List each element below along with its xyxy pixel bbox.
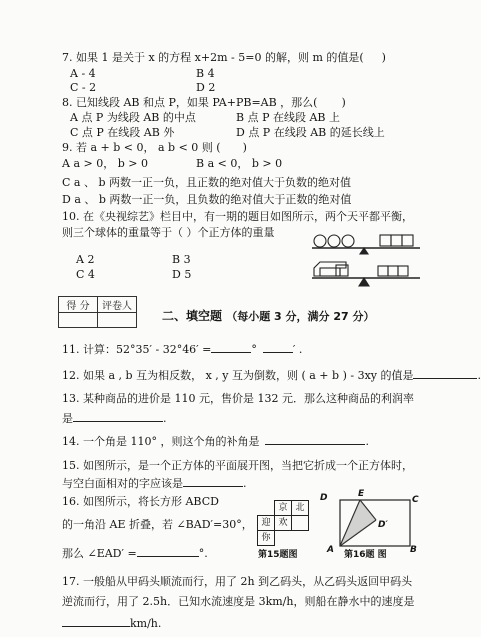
q7-option-a: A - 4 [70, 67, 96, 80]
q8-option-a: A 点 P 为线段 AB 的中点 [70, 111, 196, 124]
q9-option-d: D a 、 b 两数一正一负，且负数的绝对值大于正数的绝对值 [62, 193, 352, 206]
fig16-label-e: E [358, 489, 365, 499]
q9-stem: 9. 若 a + b < 0， a b < 0 则 ( ) [62, 141, 247, 154]
q8-option-d: D 点 P 在线段 AB 的延长线上 [236, 126, 385, 139]
q7-option-d: D 2 [196, 81, 216, 94]
net-cell-3: 迎 [257, 515, 275, 531]
fig16-caption: 第16题 图 [344, 550, 387, 560]
fig16-label-b: B [410, 545, 417, 555]
q10-option-c: C 4 [76, 268, 95, 281]
cube-net-figure [256, 500, 316, 552]
score-table [58, 296, 137, 328]
q17-line3: km/h. [62, 616, 161, 631]
section-title: 二、填空题 （每小题 3 分，满分 27 分） [162, 309, 375, 323]
q10-line2: 则三个球体的重量等于（ ）个正方体的重量 [62, 226, 275, 239]
q7-option-b: B 4 [196, 67, 215, 80]
net-cell-blank [291, 515, 309, 531]
q7-option-c: C - 2 [70, 81, 97, 94]
fig16-label-d: D [320, 493, 328, 503]
q8-option-c: C 点 P 在线段 AB 外 [70, 126, 175, 139]
q17-line1: 17. 一般船从甲码头顺流而行，用了 2h 到乙码头，从乙码头返回甲码头 [62, 575, 413, 588]
q12: 12. 如果 a , b 互为相反数， x , y 互为倒数，则 ( a + b ) - 3xy 的值是 . [62, 369, 481, 382]
q10-line1: 10. 在《央视综艺》栏目中，有一期的题目如图所示，两个天平都平衡， [62, 210, 413, 223]
score-header: 得 分 [59, 297, 98, 313]
net-cell-5: 你 [257, 530, 275, 546]
q11: 11. 计算：52°35′ - 32°46′ = ° ′ . [62, 343, 303, 356]
fig16-label-dprime: D′ [378, 520, 388, 530]
q13-line1: 13. 某种商品的进价是 110 元，售价是 132 元．那么这种商品的利润率 [62, 392, 414, 405]
q9-option-b: B a < 0， b > 0 [196, 157, 283, 170]
grader-cell [98, 313, 137, 328]
q10-option-a: A 2 [76, 253, 95, 266]
q16-line2: 的一角沿 AE 折叠，若 ∠BAD′=30°， [62, 518, 253, 531]
balance-bottom [312, 262, 420, 286]
balance-figure [306, 232, 436, 302]
grader-header: 评卷人 [98, 297, 137, 313]
q9-option-c: C a 、 b 两数一正一负，且正数的绝对值大于负数的绝对值 [62, 176, 352, 189]
q7-stem: 7. 如果 1 是关于 x 的方程 x+2m - 5=0 的解，则 m 的值是( ) [62, 51, 386, 64]
q8-stem: 8. 已知线段 AB 和点 P，如果 PA+PB=AB ，那么( ) [62, 96, 346, 109]
fig16-label-c: C [412, 495, 419, 505]
net-cell-1: 京 [274, 500, 292, 516]
fig15-caption: 第15题图 [258, 550, 298, 560]
q10-option-b: B 3 [172, 253, 191, 266]
q13-line2: 是 . [62, 412, 167, 425]
q15-line1: 15. 如图所示，是一个正方体的平面展开图，当把它折成一个正方体时， [62, 459, 413, 472]
q15-line2: 与空白面相对的字应该是 . [62, 477, 247, 490]
q14: 14. 一个角是 110° ，则这个角的补角是 . [62, 435, 369, 448]
q8-option-b: B 点 P 在线段 AB 上 [236, 111, 340, 124]
section-subtitle: （每小题 3 分，满分 27 分） [226, 310, 375, 323]
net-cell-2: 北 [291, 500, 309, 516]
balance-top [312, 235, 420, 254]
q9-option-a: A a > 0， b > 0 [62, 157, 148, 170]
q10-option-d: D 5 [172, 268, 192, 281]
q16-line1: 16. 如图所示，将长方形 ABCD [62, 495, 219, 508]
q16-line3: 那么 ∠EAD′ = °. [62, 547, 208, 560]
score-cell [59, 313, 98, 328]
fig16-label-a: A [327, 545, 334, 555]
net-cell-4: 欢 [274, 515, 292, 531]
q17-line2: 逆流而行，用了 2.5h．已知水流速度是 3km/h，则船在静水中的速度是 [62, 595, 415, 608]
